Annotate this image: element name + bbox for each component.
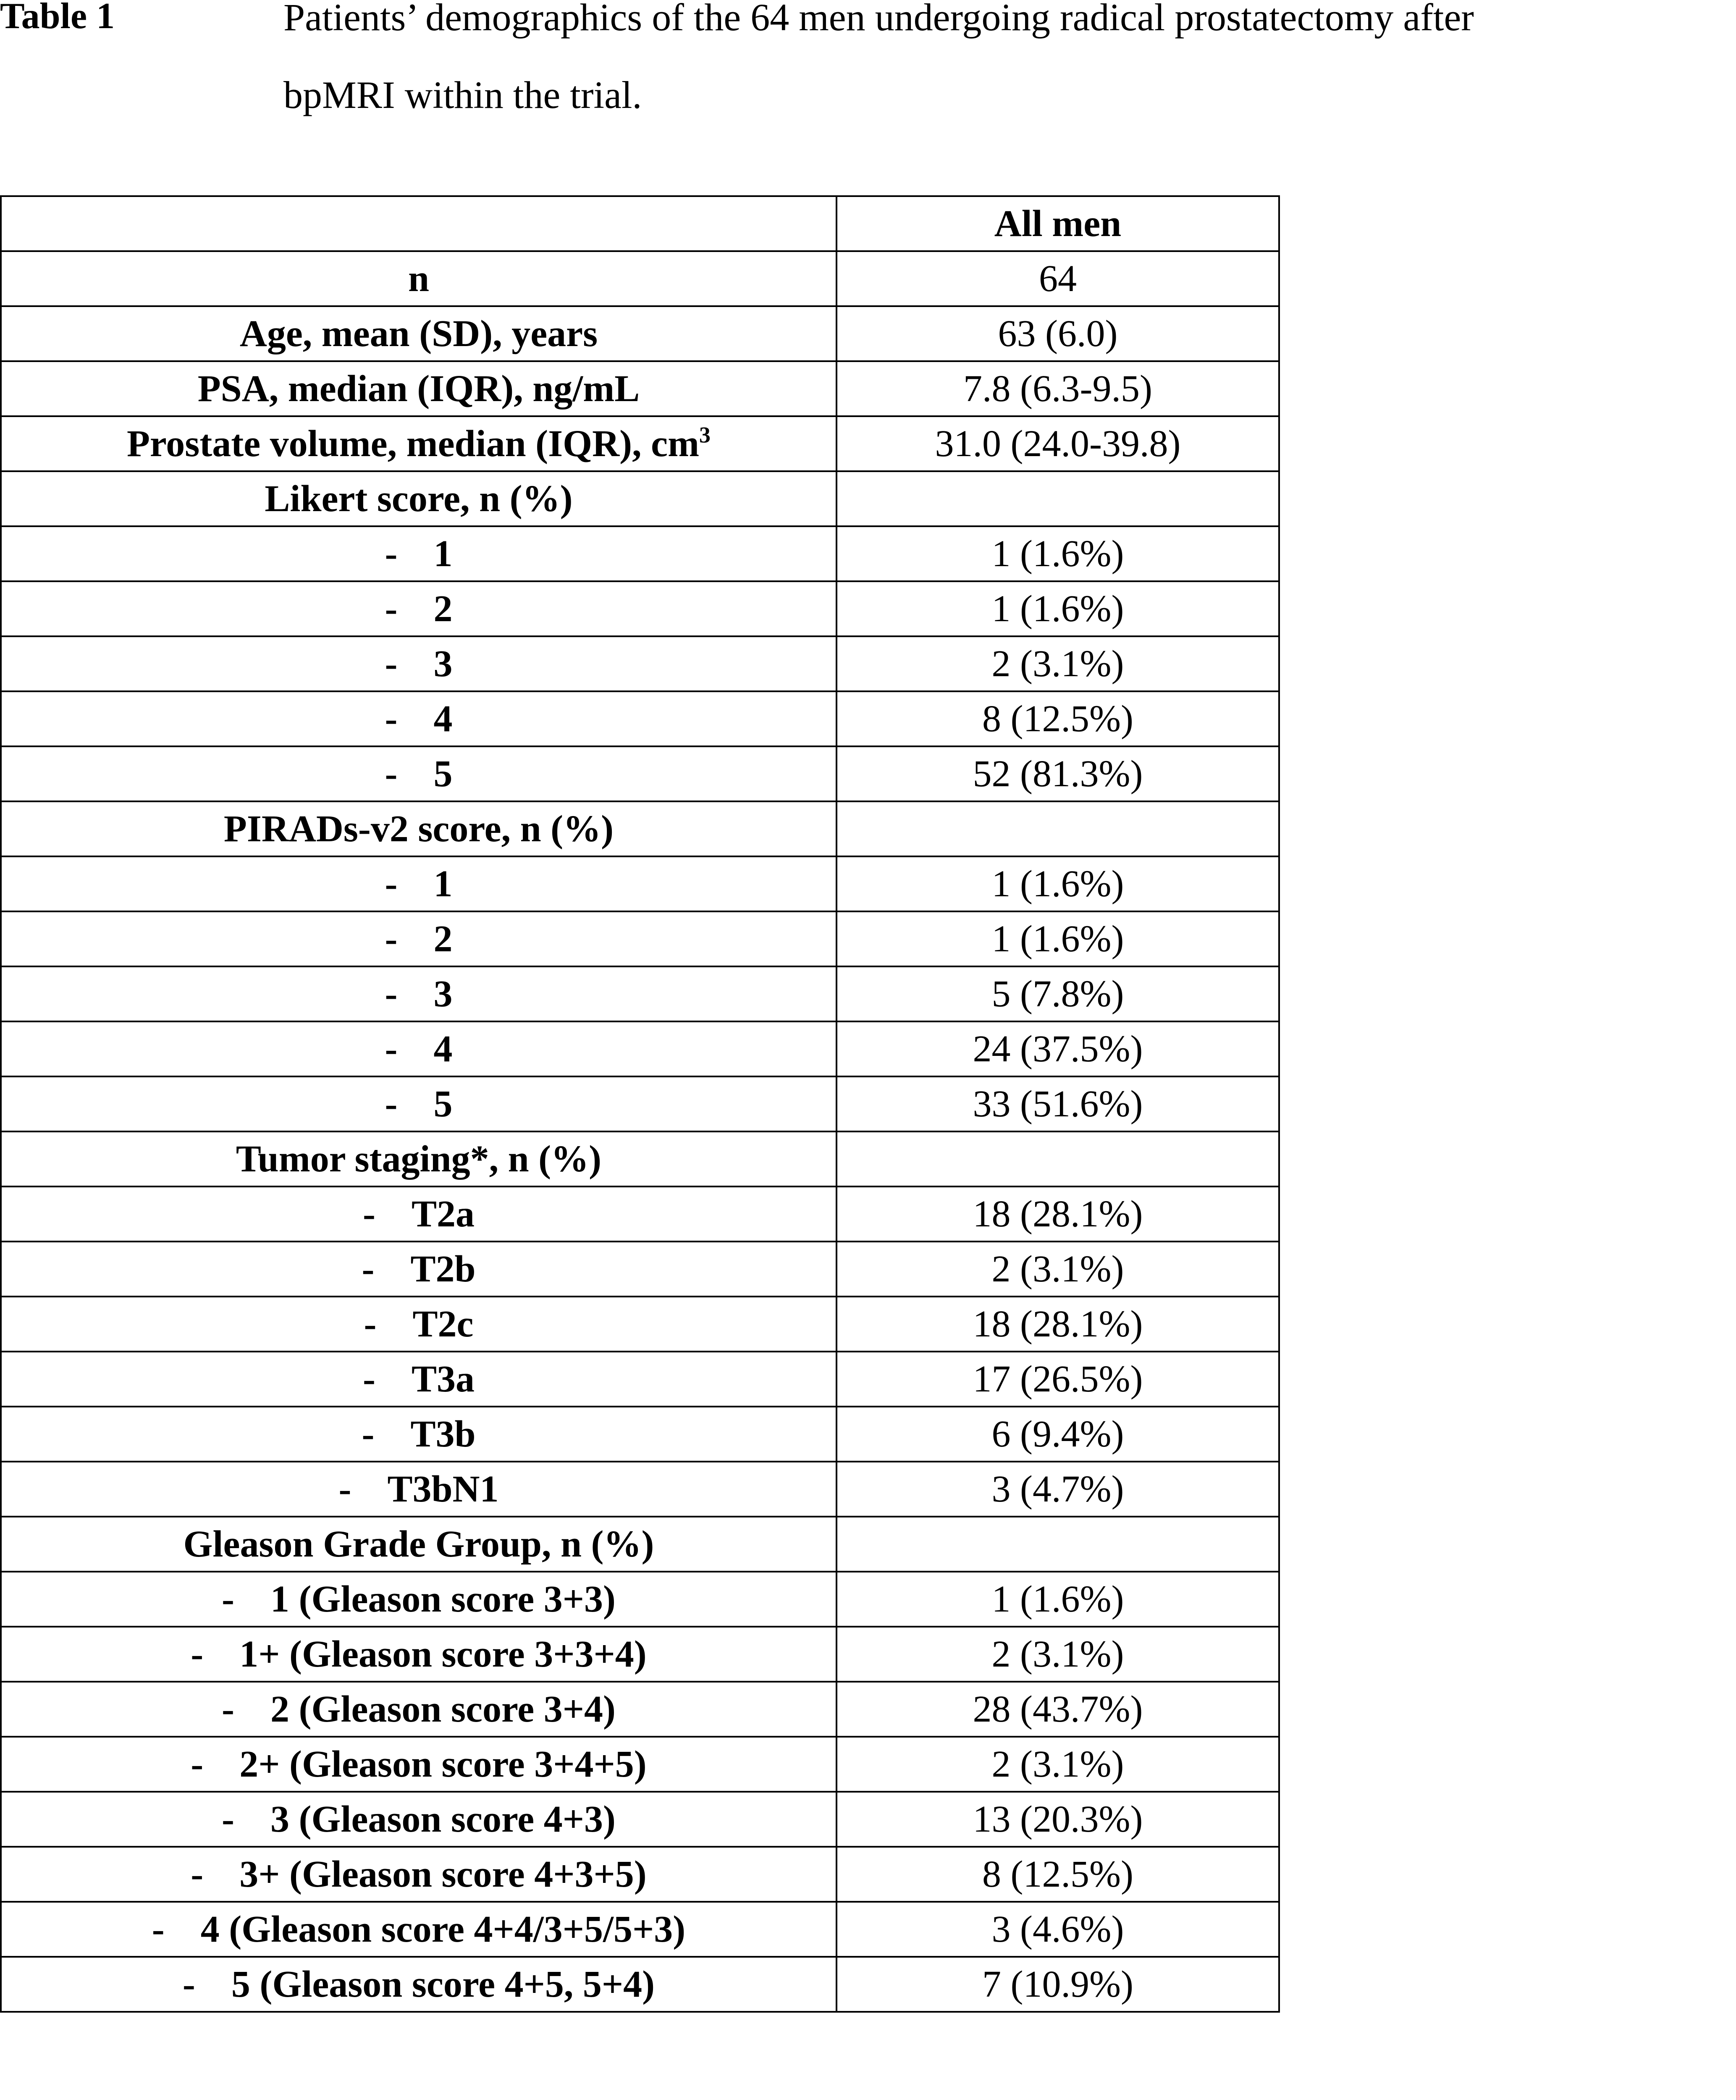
section-heading-row xyxy=(1,1517,1279,1572)
item-label: T2c xyxy=(412,1303,474,1345)
likert-item xyxy=(1,581,837,636)
empty-cell xyxy=(837,1131,1279,1186)
dash-marker: - xyxy=(222,1688,234,1730)
table-number: Table 1 xyxy=(0,0,115,37)
gleason-item xyxy=(1,1902,837,1957)
row-value: 13 (20.3%) xyxy=(837,1792,1279,1847)
dash-marker: - xyxy=(385,698,398,740)
table-row xyxy=(1,1297,1279,1352)
row-value: 17 (26.5%) xyxy=(837,1352,1279,1407)
table-row xyxy=(1,306,1279,361)
row-value: 3 (4.7%) xyxy=(837,1462,1279,1517)
section-heading-row xyxy=(1,471,1279,526)
table-row xyxy=(1,1407,1279,1462)
row-value: 1 (1.6%) xyxy=(837,526,1279,581)
item-label: 2 xyxy=(433,588,453,630)
item-label: T3b xyxy=(410,1413,476,1455)
table-row xyxy=(1,966,1279,1021)
gleason-item xyxy=(1,1572,837,1627)
table-row xyxy=(1,361,1279,416)
demographics-table xyxy=(0,195,1280,2013)
section-heading-likert: Likert score, n (%) xyxy=(1,471,837,526)
superscript-3: 3 xyxy=(699,422,711,448)
row-value: 2 (3.1%) xyxy=(837,1627,1279,1682)
empty-cell xyxy=(837,801,1279,856)
row-value: 52 (81.3%) xyxy=(837,746,1279,801)
gleason-item xyxy=(1,1627,837,1682)
dash-marker: - xyxy=(385,588,398,630)
row-label-age: Age, mean (SD), years xyxy=(1,306,837,361)
gleason-item xyxy=(1,1792,837,1847)
table-row xyxy=(1,1572,1279,1627)
dash-marker: - xyxy=(362,1413,375,1455)
item-label: 2 xyxy=(433,918,453,960)
dash-marker: - xyxy=(385,533,398,575)
dash-marker: - xyxy=(385,643,398,685)
row-value: 7 (10.9%) xyxy=(837,1957,1279,2012)
row-value: 2 (3.1%) xyxy=(837,1242,1279,1297)
row-value: 8 (12.5%) xyxy=(837,691,1279,746)
item-label: 4 xyxy=(433,1028,453,1070)
dash-marker: - xyxy=(362,1358,375,1400)
dash-marker: - xyxy=(222,1578,234,1620)
row-value: 1 (1.6%) xyxy=(837,856,1279,911)
item-label: 2 (Gleason score 3+4) xyxy=(270,1688,616,1730)
dash-marker: - xyxy=(191,1743,204,1785)
item-label: 4 (Gleason score 4+4/3+5/5+3) xyxy=(200,1908,686,1950)
item-label: 3 xyxy=(433,973,453,1015)
dash-marker: - xyxy=(182,1963,195,2005)
dash-marker: - xyxy=(385,1083,398,1125)
dash-marker: - xyxy=(385,863,398,905)
row-value: 1 (1.6%) xyxy=(837,911,1279,966)
table-row xyxy=(1,856,1279,911)
gleason-item xyxy=(1,1737,837,1792)
staging-item xyxy=(1,1462,837,1517)
item-label: 4 xyxy=(433,698,453,740)
staging-item xyxy=(1,1407,837,1462)
pirads-item xyxy=(1,856,837,911)
row-value: 2 (3.1%) xyxy=(837,636,1279,691)
table-row xyxy=(1,1737,1279,1792)
pirads-item xyxy=(1,1021,837,1076)
row-value: 33 (51.6%) xyxy=(837,1076,1279,1131)
section-heading-row xyxy=(1,1131,1279,1186)
likert-item xyxy=(1,636,837,691)
item-label: 1 xyxy=(433,863,453,905)
dash-marker: - xyxy=(338,1468,351,1510)
item-label: T3a xyxy=(411,1358,475,1400)
table-row xyxy=(1,1352,1279,1407)
likert-item xyxy=(1,746,837,801)
table-row xyxy=(1,1242,1279,1297)
item-label: 2+ (Gleason score 3+4+5) xyxy=(239,1743,647,1785)
caption-text-line-1: Patients’ demographics of the 64 men undergoing radical prostatectomy after xyxy=(283,0,1474,39)
gleason-item xyxy=(1,1847,837,1902)
staging-item xyxy=(1,1352,837,1407)
dash-marker: - xyxy=(362,1193,375,1235)
item-label: 1 xyxy=(433,533,453,575)
section-heading-tumor-staging: Tumor staging*, n (%) xyxy=(1,1131,837,1186)
row-value: 28 (43.7%) xyxy=(837,1682,1279,1737)
row-label-psa: PSA, median (IQR), ng/mL xyxy=(1,361,837,416)
row-label-n: n xyxy=(1,251,837,306)
table-row xyxy=(1,1682,1279,1737)
item-label: 5 xyxy=(433,753,453,795)
item-label: T3bN1 xyxy=(387,1468,499,1510)
dash-marker: - xyxy=(385,973,398,1015)
row-value: 6 (9.4%) xyxy=(837,1407,1279,1462)
item-label: T2a xyxy=(411,1193,475,1235)
dash-marker: - xyxy=(152,1908,165,1950)
row-value: 18 (28.1%) xyxy=(837,1297,1279,1352)
table-row xyxy=(1,691,1279,746)
empty-cell xyxy=(837,1517,1279,1572)
table-row xyxy=(1,1076,1279,1131)
dash-marker: - xyxy=(191,1633,204,1675)
row-value: 7.8 (6.3-9.5) xyxy=(837,361,1279,416)
likert-item xyxy=(1,691,837,746)
row-value: 63 (6.0) xyxy=(837,306,1279,361)
item-label: 5 xyxy=(433,1083,453,1125)
dash-marker: - xyxy=(191,1853,204,1895)
pirads-item xyxy=(1,911,837,966)
dash-marker: - xyxy=(362,1248,375,1290)
dash-marker: - xyxy=(385,753,398,795)
row-value: 3 (4.6%) xyxy=(837,1902,1279,1957)
dash-marker: - xyxy=(222,1798,234,1840)
staging-item xyxy=(1,1297,837,1352)
table-row xyxy=(1,636,1279,691)
item-label: 1+ (Gleason score 3+3+4) xyxy=(239,1633,647,1675)
table-row xyxy=(1,526,1279,581)
section-heading-gleason: Gleason Grade Group, n (%) xyxy=(1,1517,837,1572)
table-row xyxy=(1,251,1279,306)
header-cell-empty xyxy=(1,196,837,251)
item-label: 3 xyxy=(433,643,453,685)
row-value: 2 (3.1%) xyxy=(837,1737,1279,1792)
row-value: 1 (1.6%) xyxy=(837,581,1279,636)
table-header-row xyxy=(1,196,1279,251)
row-value: 5 (7.8%) xyxy=(837,966,1279,1021)
table-row xyxy=(1,581,1279,636)
table-row xyxy=(1,1792,1279,1847)
gleason-item xyxy=(1,1682,837,1737)
dash-marker: - xyxy=(364,1303,377,1345)
table-row xyxy=(1,1902,1279,1957)
likert-item xyxy=(1,526,837,581)
empty-cell xyxy=(837,471,1279,526)
table-row xyxy=(1,911,1279,966)
table-row xyxy=(1,1462,1279,1517)
item-label: 1 (Gleason score 3+3) xyxy=(270,1578,616,1620)
table-row xyxy=(1,1957,1279,2012)
row-value: 31.0 (24.0-39.8) xyxy=(837,416,1279,471)
row-value: 8 (12.5%) xyxy=(837,1847,1279,1902)
item-label: 3+ (Gleason score 4+3+5) xyxy=(239,1853,647,1895)
header-cell-all-men: All men xyxy=(837,196,1279,251)
row-label-text: Prostate volume, median (IQR), cm xyxy=(126,423,700,465)
caption-text-line-2: bpMRI within the trial. xyxy=(283,74,642,116)
section-heading-pirads: PIRADs-v2 score, n (%) xyxy=(1,801,837,856)
staging-item xyxy=(1,1186,837,1242)
item-label: T2b xyxy=(410,1248,476,1290)
item-label: 5 (Gleason score 4+5, 5+4) xyxy=(231,1963,655,2005)
row-value: 64 xyxy=(837,251,1279,306)
item-label: 3 (Gleason score 4+3) xyxy=(270,1798,616,1840)
gleason-item xyxy=(1,1957,837,2012)
table-row xyxy=(1,1186,1279,1242)
row-value: 1 (1.6%) xyxy=(837,1572,1279,1627)
pirads-item xyxy=(1,966,837,1021)
dash-marker: - xyxy=(385,1028,398,1070)
row-value: 24 (37.5%) xyxy=(837,1021,1279,1076)
staging-item xyxy=(1,1242,837,1297)
table-row xyxy=(1,416,1279,471)
dash-marker: - xyxy=(385,918,398,960)
section-heading-row xyxy=(1,801,1279,856)
table-row xyxy=(1,1847,1279,1902)
table-caption xyxy=(0,0,1736,126)
pirads-item xyxy=(1,1076,837,1131)
table-row xyxy=(1,1627,1279,1682)
table-row xyxy=(1,746,1279,801)
table-row xyxy=(1,1021,1279,1076)
row-label-prostate-volume xyxy=(1,416,837,471)
row-value: 18 (28.1%) xyxy=(837,1186,1279,1242)
